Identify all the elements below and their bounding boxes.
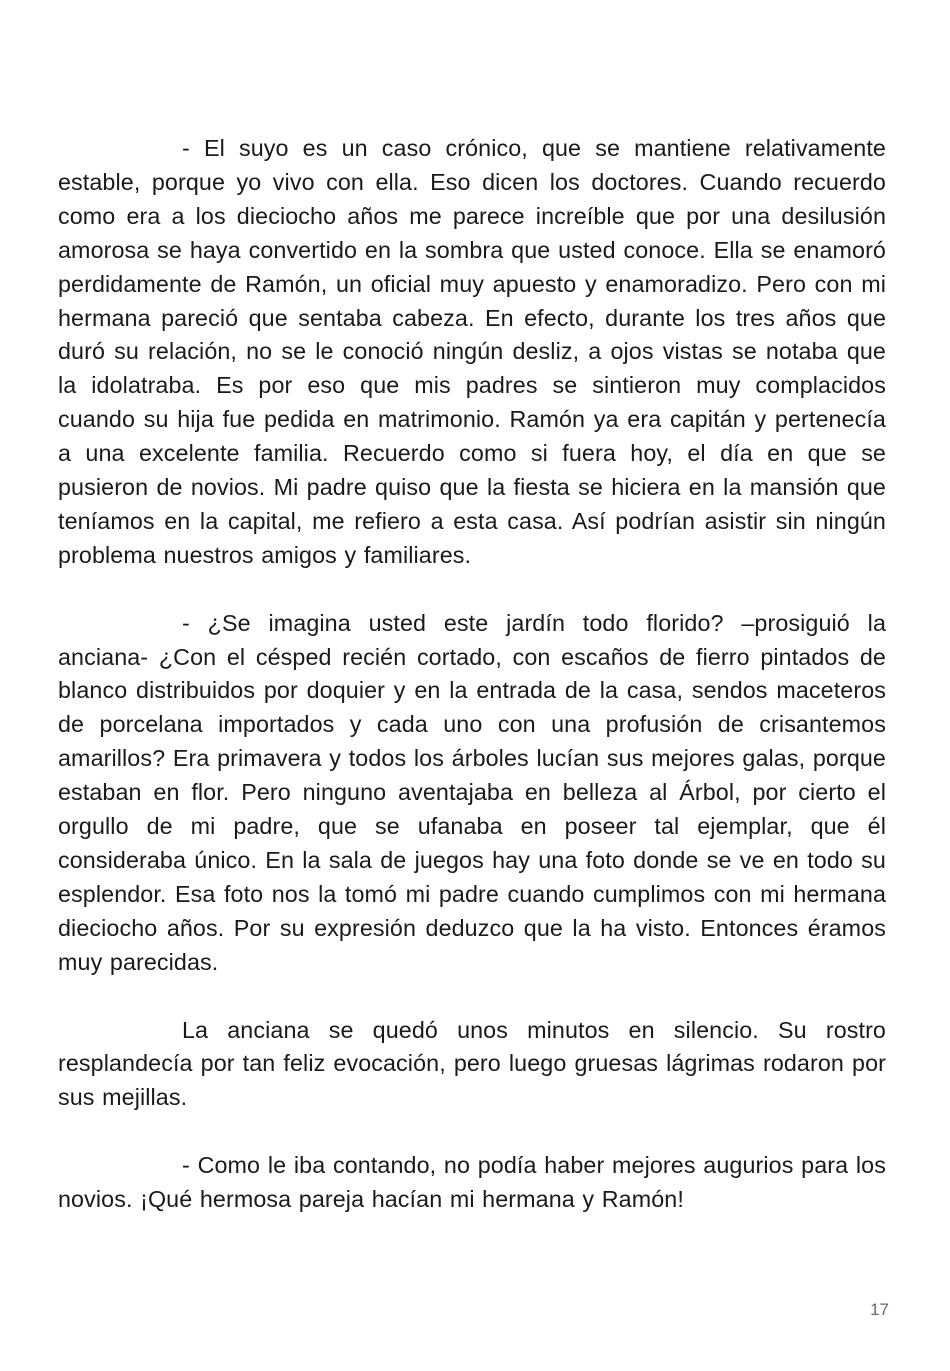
paragraph-garden-memory: - ¿Se imagina usted este jardín todo florido? –prosiguió la anciana- ¿Con el césped recién cortado, con escaños de fierro pintados de blanco distribuidos por doquier y en la entrada de la casa, sendos maceteros de porcelana importados y cada uno con una profusión de crisantemos amarillos? Era primavera y todos los árboles lucían sus mejores galas, porque estaban en flor. Pero ninguno aventajaba en belleza al Árbol, por cierto el orgullo de mi padre, que se ufanaba en poseer tal ejemplar, que él consideraba único. En la sala de juegos hay una foto donde se ve en todo su esplendor. Esa foto nos la tomó mi padre cuando cumplimos con mi hermana dieciocho años. Por su expresión deduzco que la ha visto. Entonces éramos muy parecidas.: [58, 609, 886, 975]
paragraph-augurios: - Como le iba contando, no podía haber mejores augurios para los novios. ¡Qué hermosa pareja hacían mi hermana y Ramón!: [58, 1152, 886, 1213]
paragraph-silence: La anciana se quedó unos minutos en silencio. Su rostro resplandecía por tan feliz evocación, pero luego gruesas lágrimas rodaron por sus mejillas.: [58, 1016, 886, 1111]
page-number: 17: [870, 1300, 889, 1319]
text-body: [58, 132, 886, 1217]
paragraph-doctors-story: - El suyo es un caso crónico, que se mantiene relativamente estable, porque yo vivo con ella. Eso dicen los doctores. Cuando recuerdo como era a los dieciocho años me parece increíble que por una desilusión amorosa se haya convertido en la sombra que usted conoce. Ella se enamoró perdidamente de Ramón, un oficial muy apuesto y enamoradizo. Pero con mi hermana pareció que sentaba cabeza. En efecto, durante los tres años que duró su relación, no se le conoció ningún desliz, a ojos vistas se notaba que la idolatraba. Es por eso que mis padres se sintieron muy complacidos cuando su hija fue pedida en matrimonio. Ramón ya era capitán y pertenecía a una excelente familia. Recuerdo como si fuera hoy, el día en que se pusieron de novios. Mi padre quiso que la fiesta se hiciera en la mansión que teníamos en la capital, me refiero a esta casa. Así podrían asistir sin ningún problema nuestros amigos y familiares.: [58, 135, 886, 568]
